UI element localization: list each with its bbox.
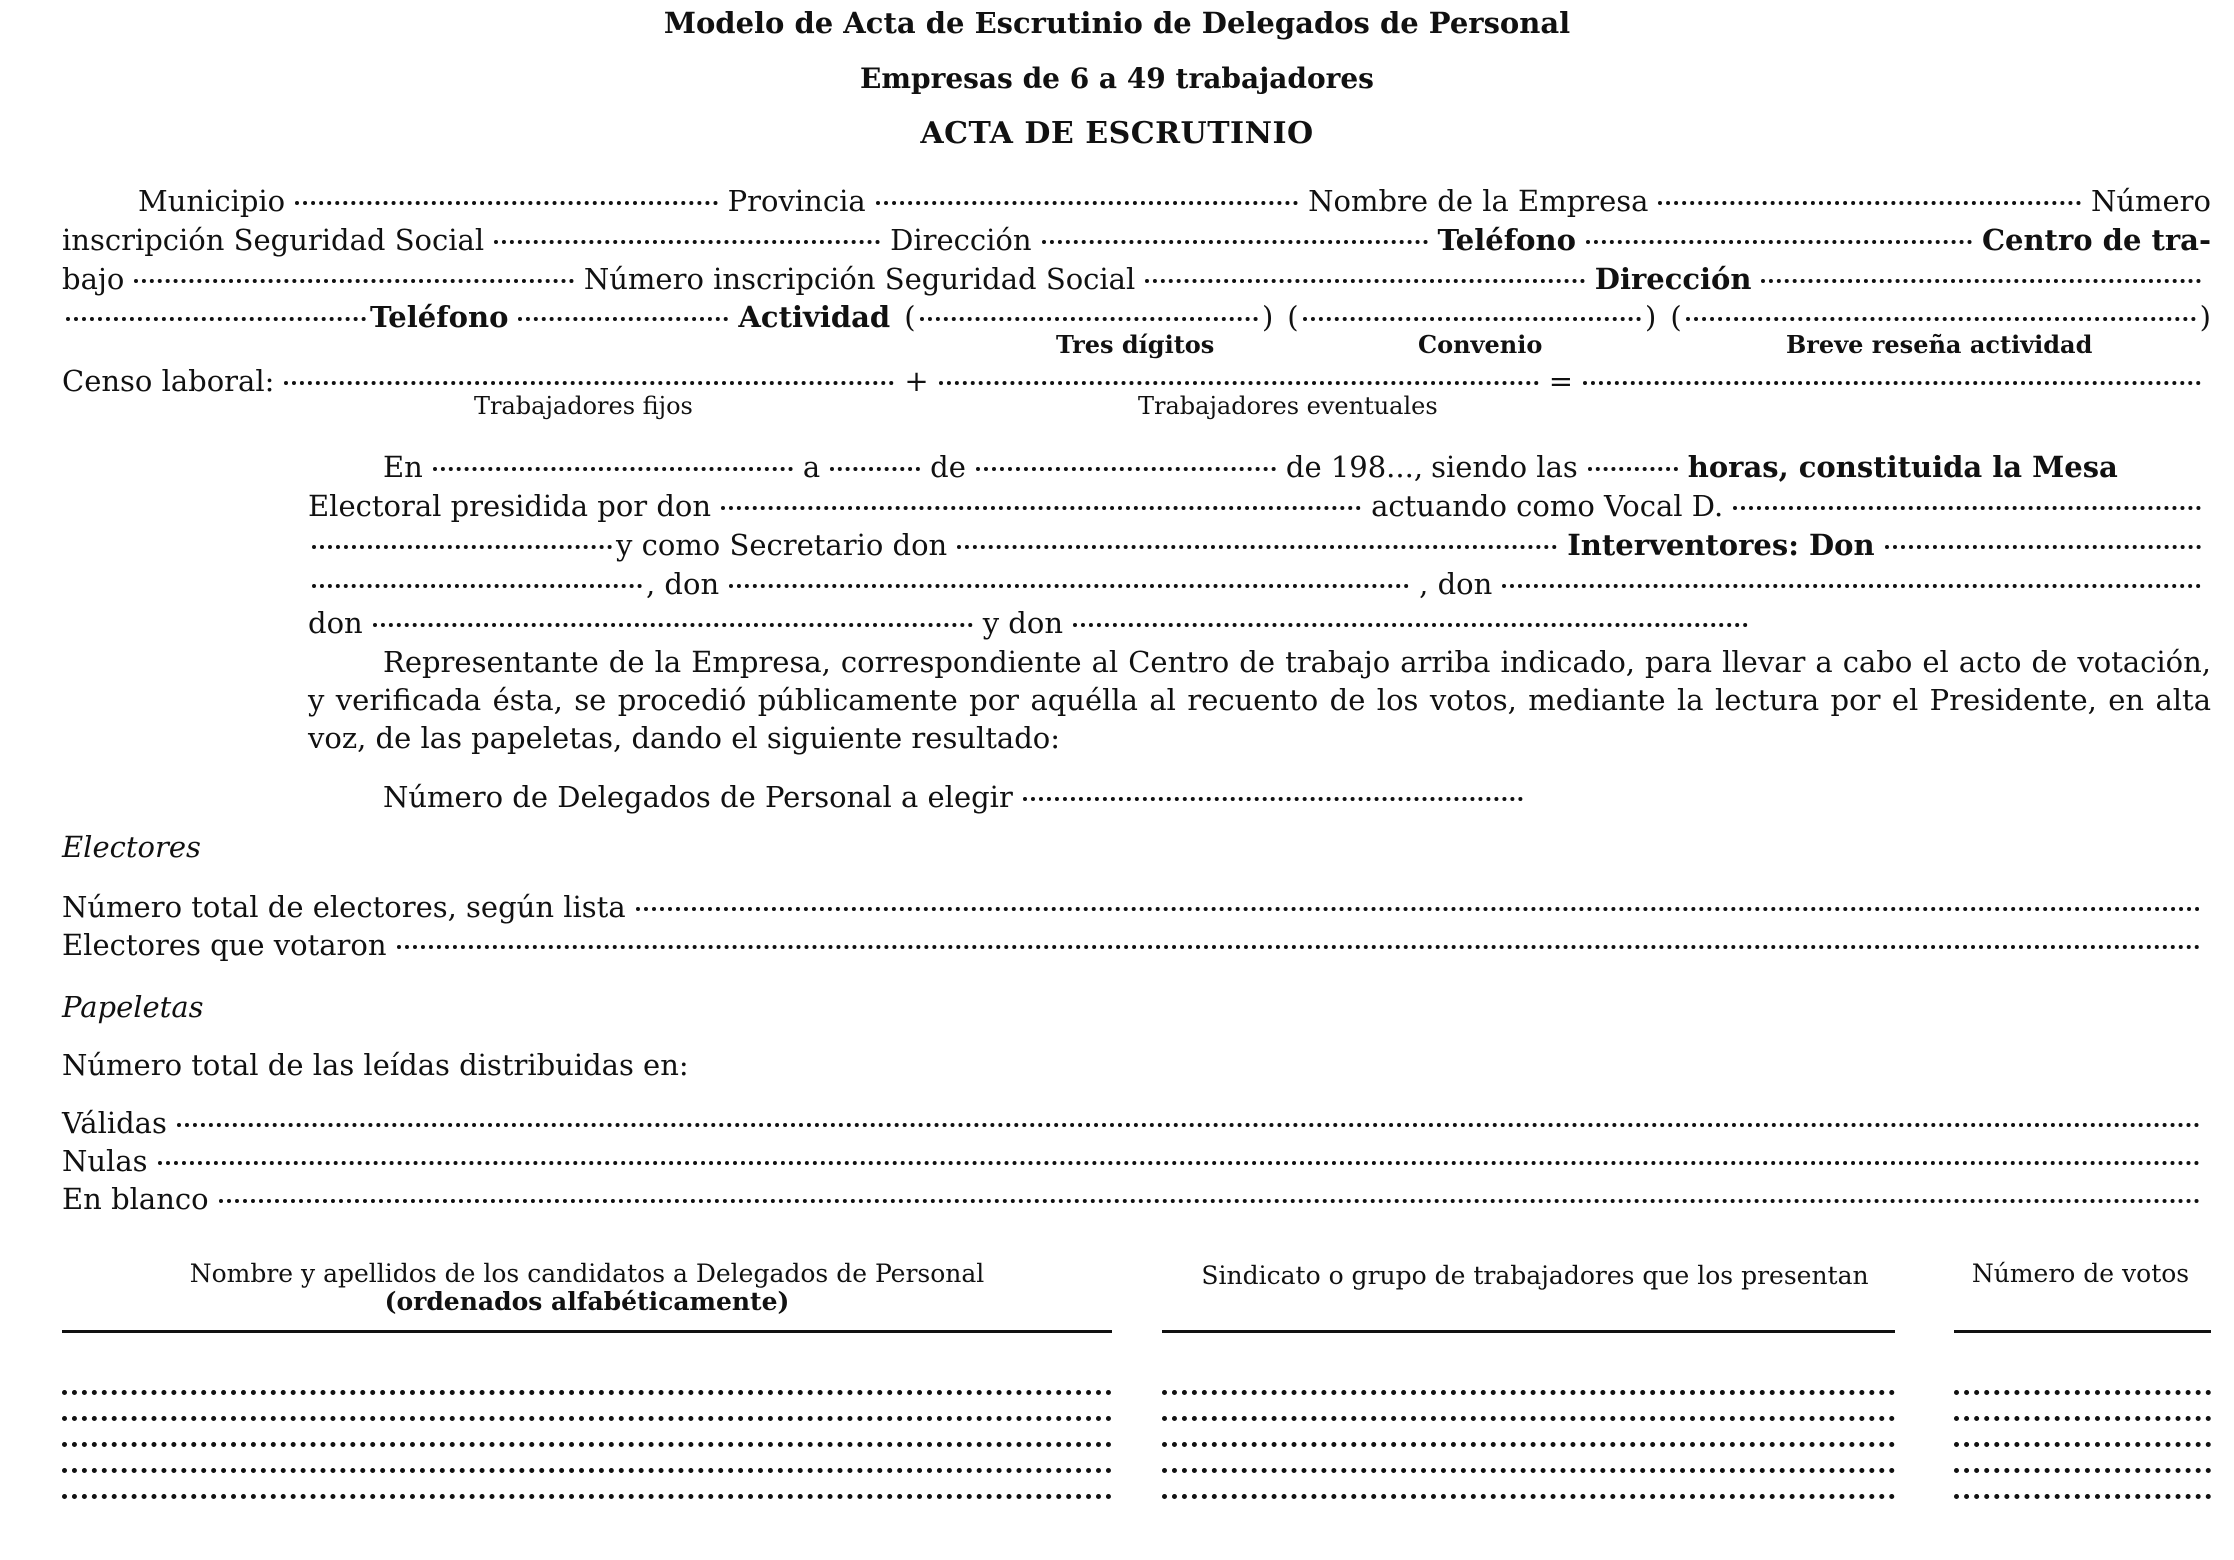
electores-total-label: Número total de electores, según lista — [62, 890, 626, 924]
censo-line — [62, 362, 2211, 400]
horas-label: horas, constituida la Mesa — [1687, 450, 2118, 484]
lugar-field[interactable] — [433, 465, 793, 471]
mesa-line-3 — [308, 526, 2211, 564]
validas-line — [62, 1104, 2211, 1142]
direccion-label: Dirección — [890, 223, 1032, 257]
document-title: ACTA DE ESCRUTINIO — [920, 116, 1314, 151]
mesa-paragraph-text: Representante de la Empresa, correspondiente al Centro de trabajo arriba indicado, para llevar a cabo el acto de votación, y verificada ésta, se procedió públicamente por aquélla al recuento de los votos, mediante la lectura por el Presidente, en alta voz, de las papeletas, dando el siguiente resultado: — [308, 645, 2211, 755]
nulas-label: Nulas — [62, 1144, 148, 1178]
year-label: de 198..., — [1285, 450, 1424, 484]
interventor-1-field-cont[interactable] — [312, 582, 642, 588]
form-subtitle: Empresas de 6 a 49 trabajadores — [860, 62, 1374, 95]
col-candidatos-subtitle: (ordenados alfabéticamente) — [384, 1287, 790, 1316]
de-label: de — [930, 450, 966, 484]
nulas-line — [62, 1142, 2211, 1180]
candidato-field[interactable] — [62, 1442, 1112, 1447]
votos-field[interactable] — [1954, 1494, 2211, 1499]
papeletas-total-label: Número total de las leídas distribuidas en: — [62, 1048, 689, 1082]
presidente-field[interactable] — [721, 504, 1361, 510]
nulas-field[interactable] — [158, 1159, 2202, 1165]
candidato-field[interactable] — [62, 1468, 1112, 1473]
mesa-line-4 — [308, 565, 2211, 603]
company-line-4: Teléfono Actividad ( ) ( ) ( ) — [62, 298, 2211, 336]
centro-trabajo-field[interactable] — [134, 277, 574, 283]
vocal-field[interactable] — [1733, 504, 2201, 510]
mesa-paragraph — [308, 643, 2211, 757]
electores-votaron-field[interactable] — [397, 943, 2202, 949]
empresa-label: Nombre de la Empresa — [1308, 184, 1649, 218]
don-label-b: , don — [1419, 567, 1493, 601]
col-candidatos-header — [62, 1260, 1112, 1316]
candidato-field[interactable] — [62, 1390, 1112, 1395]
tres-digitos-caption: Tres dígitos — [1056, 330, 1215, 359]
municipio-field[interactable] — [295, 199, 718, 205]
electores-total-line — [62, 888, 2211, 926]
en-blanco-line — [62, 1180, 2211, 1218]
papeletas-heading: Papeletas — [62, 990, 204, 1024]
convenio-field[interactable] — [1303, 315, 1641, 321]
electores-votaron-line — [62, 926, 2211, 964]
delegados-line — [383, 778, 1533, 816]
equals-sign: = — [1548, 364, 1573, 398]
direccion2-field[interactable] — [1761, 277, 2201, 283]
col-sindicato-header: Sindicato o grupo de trabajadores que los presentan — [1201, 1261, 1869, 1290]
actividad-label: Actividad — [738, 300, 891, 334]
mesa-line-1 — [383, 448, 2211, 486]
sindicato-field[interactable] — [1162, 1390, 1895, 1395]
mesa-line-2 — [308, 487, 2211, 525]
don-label-a: , don — [646, 567, 720, 601]
fijos-field[interactable] — [284, 379, 894, 385]
empresa-field[interactable] — [1658, 199, 2081, 205]
eventuales-caption: Trabajadores eventuales — [1138, 392, 1438, 420]
mesa-line-5 — [308, 604, 1758, 642]
votos-field[interactable] — [1954, 1416, 2211, 1421]
votos-field[interactable] — [1954, 1390, 2211, 1395]
numero-label: Número — [2090, 184, 2212, 218]
municipio-label: Municipio — [138, 184, 286, 218]
interventores-label: Interventores: Don — [1567, 528, 1875, 562]
don-label-c: don — [308, 606, 363, 640]
plus-sign: + — [904, 364, 929, 398]
total-censo-field[interactable] — [1583, 379, 2201, 385]
mes-field[interactable] — [976, 465, 1276, 471]
numero-delegados-label: Número de Delegados de Personal a elegir — [383, 780, 1013, 814]
interventor-2-field[interactable] — [729, 582, 1409, 588]
inscripcion-field[interactable] — [494, 238, 880, 244]
inscripcion-label: inscripción Seguridad Social — [62, 223, 485, 257]
en-blanco-label: En blanco — [62, 1182, 209, 1216]
telefono-field[interactable] — [1586, 238, 1972, 244]
validas-field[interactable] — [177, 1121, 2201, 1127]
convenio-caption: Convenio — [1418, 330, 1543, 359]
telefono2-field[interactable] — [518, 315, 728, 321]
col-votos-rule — [1954, 1330, 2211, 1333]
electores-total-field[interactable] — [636, 905, 2201, 911]
col-candidatos-title: Nombre y apellidos de los candidatos a Delegados de Personal — [189, 1259, 985, 1288]
form-title: Modelo de Acta de Escrutinio de Delegados de Personal — [663, 6, 1571, 40]
direccion-field[interactable] — [1042, 238, 1428, 244]
numero-delegados-field[interactable] — [1023, 795, 1523, 801]
provincia-field[interactable] — [876, 199, 1299, 205]
tres-digitos-field[interactable] — [920, 315, 1258, 321]
interventor-1-field[interactable] — [1885, 543, 2201, 549]
sindicato-field[interactable] — [1162, 1416, 1895, 1421]
en-label: En — [383, 450, 423, 484]
y-don-label: y don — [982, 606, 1064, 640]
company-line-1 — [138, 182, 2211, 220]
eventuales-field[interactable] — [939, 379, 1539, 385]
censo-label: Censo laboral: — [62, 364, 275, 398]
sindicato-field[interactable] — [1162, 1442, 1895, 1447]
sindicato-field[interactable] — [1162, 1494, 1895, 1499]
telefono-label: Teléfono — [1437, 223, 1576, 257]
interventor-3-field[interactable] — [1502, 582, 2201, 588]
sindicato-field[interactable] — [1162, 1468, 1895, 1473]
col-sindicato-rule — [1162, 1330, 1895, 1333]
centro-trabajo-label-cont: bajo — [62, 262, 125, 296]
resena-caption: Breve reseña actividad — [1786, 330, 2093, 359]
horas-field[interactable] — [1588, 465, 1678, 471]
presidente-label: Electoral presidida por don — [308, 489, 712, 523]
company-line-3 — [62, 260, 2211, 298]
interventor-5-field[interactable] — [1073, 621, 1748, 627]
col-candidatos-rule — [62, 1330, 1112, 1333]
direccion2-label: Dirección — [1594, 262, 1752, 296]
secretario-field[interactable] — [957, 543, 1557, 549]
candidato-field[interactable] — [62, 1416, 1112, 1421]
fijos-caption: Trabajadores fijos — [474, 392, 693, 420]
vocal-field-cont[interactable] — [312, 543, 612, 549]
electores-heading: Electores — [62, 830, 201, 864]
siendo-label: siendo las — [1431, 450, 1578, 484]
papeletas-total-line — [62, 1046, 1262, 1084]
secretario-label: y como Secretario don — [616, 528, 948, 562]
numero-inscripcion-field[interactable] — [1145, 277, 1585, 283]
validas-label: Válidas — [62, 1106, 167, 1140]
provincia-label: Provincia — [727, 184, 866, 218]
centro-trabajo-label: Centro de tra- — [1981, 223, 2211, 257]
interventor-4-field[interactable] — [373, 621, 973, 627]
candidato-field[interactable] — [62, 1494, 1112, 1499]
votos-field[interactable] — [1954, 1442, 2211, 1447]
resena-field[interactable] — [1686, 315, 2196, 321]
votos-field[interactable] — [1954, 1468, 2211, 1473]
telefono2-label: Teléfono — [370, 300, 509, 334]
vocal-label: actuando como Vocal D. — [1371, 489, 1724, 523]
numero-inscripcion-label: Número inscripción Seguridad Social — [583, 262, 1136, 296]
en-blanco-field[interactable] — [219, 1197, 2201, 1203]
company-line-2 — [62, 221, 2211, 259]
direccion2-field-cont[interactable] — [66, 315, 366, 321]
col-votos-header: Número de votos — [1971, 1259, 2190, 1288]
electores-votaron-label: Electores que votaron — [62, 928, 387, 962]
dia-field[interactable] — [830, 465, 920, 471]
a-label: a — [802, 450, 821, 484]
